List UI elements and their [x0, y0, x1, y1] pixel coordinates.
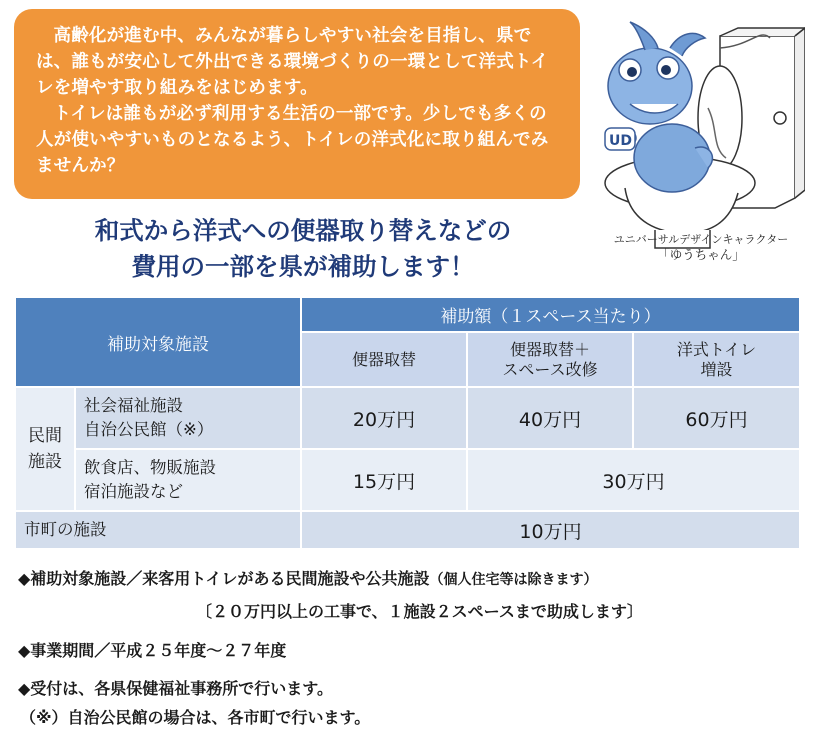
headline [18, 213, 588, 285]
private-facility-label [15, 387, 75, 511]
row-welfare-label-line-1: 社会福祉施設 [84, 396, 183, 415]
table-row [15, 511, 800, 549]
row-municipal-value: 10万円 [301, 511, 800, 549]
headline-line-2: 費用の一部を県が補助します！ [131, 252, 475, 281]
intro-paragraph-2: トイレは誰もが必ず利用する生活の一部です。少しでも多くの人が使いやすいものとなるよう、トイレの洋式化に取り組んでみませんか？ [36, 104, 549, 176]
note-period: ◆事業期間／平成２５年度～２７年度 [18, 641, 287, 660]
facility-header: 補助対象施設 [15, 297, 301, 387]
note-public-hall: （※）自治公民館の場合は、各市町で行います。 [20, 708, 371, 727]
amount-header: 補助額（１スペース当たり） [301, 297, 800, 332]
table-row [15, 387, 800, 449]
col-header-replace-renovate [467, 332, 633, 387]
row-commercial-value-renovate-add: 30万円 [467, 449, 800, 511]
mascot-caption-text: ユニバーサルデザインキャラクター [613, 233, 789, 246]
note-condition: 〔２０万円以上の工事で、１施設２スペースまで助成します〕 [196, 602, 643, 621]
table-row [15, 449, 800, 511]
col-header-replace-renovate-line-2: スペース改修 [502, 359, 598, 379]
mascot-badge: UD [609, 133, 632, 149]
mascot-caption [596, 232, 806, 262]
row-welfare-value-add: 60万円 [633, 387, 800, 449]
subsidy-table [14, 296, 801, 550]
row-commercial-label-line-2: 宿泊施設など [84, 482, 183, 501]
private-facility-label-line-1: 民間 [28, 426, 62, 446]
note-target-facilities-text: ◆補助対象施設／来客用トイレがある民間施設や公共施設 [18, 569, 430, 588]
row-welfare-value-replace: 20万円 [301, 387, 467, 449]
note-target-facilities [18, 566, 598, 589]
col-header-replace: 便器取替 [301, 332, 467, 387]
col-header-add-western-line-1: 洋式トイレ [676, 339, 757, 359]
col-header-replace-renovate-line-1: 便器取替＋ [509, 339, 590, 359]
headline-line-1: 和式から洋式への便器取り替えなどの [94, 216, 512, 245]
row-welfare-value-renovate: 40万円 [467, 387, 633, 449]
note-reception: ◆受付は、各県保健福祉事務所で行います。 [18, 679, 334, 698]
intro-box [14, 9, 580, 199]
col-header-add-western [633, 332, 800, 387]
intro-paragraph-1: 高齢化が進む中、みんなが暮らしやすい社会を目指し、県では、誰もが安心して外出できる環境づくりの一環として洋式トイレを増やす取り組みをはじめます。 [36, 26, 549, 98]
private-facility-label-line-2: 施設 [28, 452, 62, 472]
row-welfare-label-line-2: 自治公民館（※） [84, 420, 214, 439]
mascot-illustration [600, 8, 805, 253]
note-target-facilities-exclusion: （個人住宅等は除きます） [429, 572, 598, 588]
row-welfare-label [75, 387, 301, 449]
row-commercial-label [75, 449, 301, 511]
row-commercial-value-replace: 15万円 [301, 449, 467, 511]
row-commercial-label-line-1: 飲食店、物販施設 [84, 458, 216, 477]
row-municipal-label: 市町の施設 [15, 511, 301, 549]
mascot-name: 「ゆうちゃん」 [657, 247, 745, 262]
col-header-add-western-line-2: 増設 [700, 359, 733, 379]
